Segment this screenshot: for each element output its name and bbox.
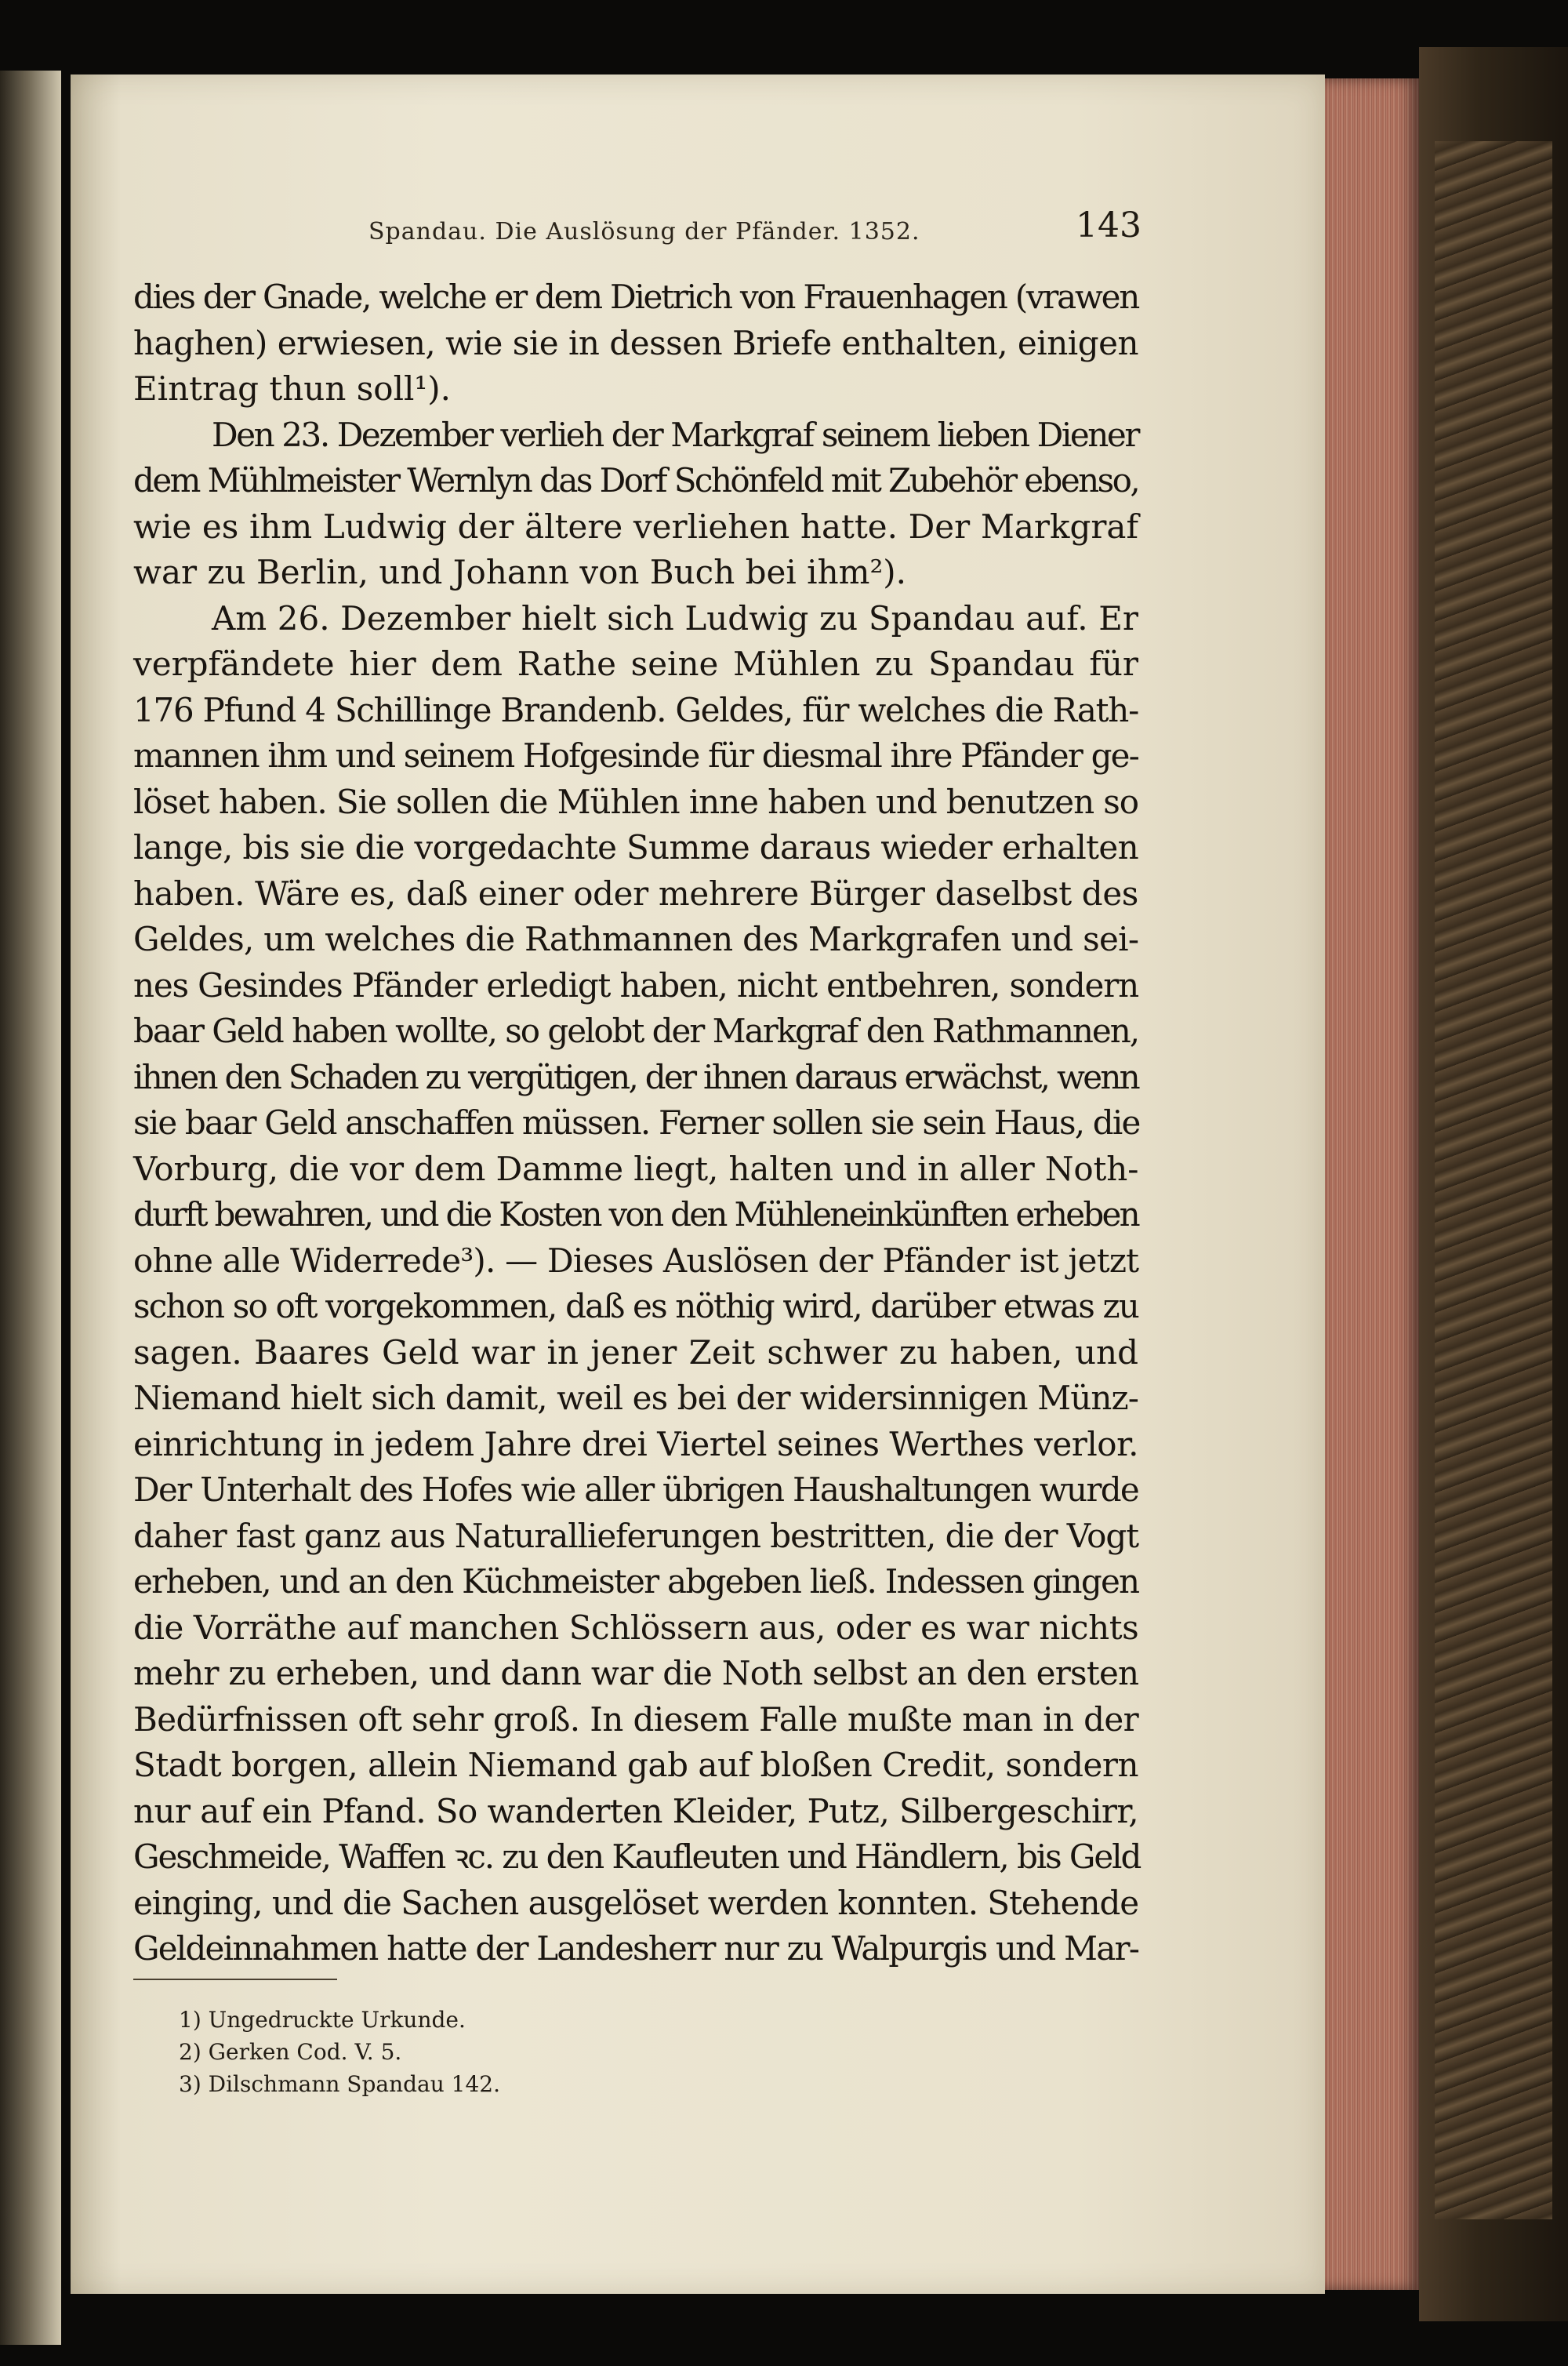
text-line: sie baar Geld anschaffen müssen. Ferner sollen sie sein Haus, die [133, 1103, 1140, 1142]
text-line: wie es ihm Ludwig der ältere verliehen hatte. Der Markgraf [133, 507, 1138, 546]
text-line: Eintrag thun soll¹). [133, 369, 452, 408]
text-line: haben. Wäre es, daß einer oder mehrere Bürger daselbst des [133, 874, 1138, 913]
text-line: war zu Berlin, und Johann von Buch bei ihm²). [133, 553, 907, 591]
text-line: dies der Gnade, welche er dem Dietrich von Frauenhagen (vrawen [133, 278, 1138, 316]
text-line: mannen ihm und seinem Hofgesinde für diesmal ihre Pfänder ge- [133, 736, 1138, 775]
text-line: Geschmeide, Waffen ꝛc. zu den Kaufleuten und Händlern, bis Geld [133, 1837, 1141, 1876]
text-line: erheben, und an den Küchmeister abgeben ließ. Indessen gingen [133, 1562, 1139, 1601]
text-line: sagen. Baares Geld war in jener Zeit schwer zu haben, und [133, 1332, 1138, 1372]
footnote: 3) Dilschmann Spandau 142. [179, 2071, 501, 2097]
text-line: nur auf ein Pfand. So wanderten Kleider, Putz, Silbergeschirr, [133, 1791, 1138, 1830]
page-number: 143 [1076, 205, 1142, 245]
text-line: verpfändete hier dem Rathe seine Mühlen zu Spandau für [133, 645, 1138, 683]
text-line: baar Geld haben wollte, so gelobt der Markgraf den Rathmannen, [133, 1012, 1138, 1050]
body-text [133, 274, 1141, 1972]
text-line: mehr zu erheben, und dann war die Noth selbst an den ersten [133, 1654, 1139, 1692]
footnote: 2) Gerken Cod. V. 5. [179, 2039, 402, 2065]
text-line: schon so oft vorgekommen, daß es nöthig wird, darüber etwas zu [133, 1287, 1138, 1325]
running-title: Spandau. Die Auslösung der Pfänder. 1352. [368, 218, 920, 245]
text-line: ihnen den Schaden zu vergütigen, der ihnen daraus erwächst, wenn [133, 1057, 1138, 1096]
text-line: Der Unterhalt des Hofes wie aller übrigen Haushaltungen wurde [133, 1470, 1138, 1509]
text-line: ohne alle Widerrede³). — Dieses Auslösen der Pfänder ist jetzt [133, 1241, 1139, 1280]
text-line: Stadt borgen, allein Niemand gab auf bloßen Credit, sondern [133, 1746, 1139, 1784]
text-line: lange, bis sie die vorgedachte Summe daraus wieder erhalten [133, 828, 1138, 867]
text-line: Niemand hielt sich damit, weil es bei der widersinnigen Münz- [133, 1379, 1138, 1417]
book-cover [1419, 47, 1568, 2321]
text-line: einging, und die Sachen ausgelöset werden konnten. Stehende [133, 1883, 1139, 1922]
text-line: Den 23. Dezember verlieh der Markgraf seinem lieben Diener [212, 415, 1138, 454]
text-line: löset haben. Sie sollen die Mühlen inne haben und benutzen so [133, 782, 1138, 821]
facing-page-edge [0, 71, 61, 2345]
text-line: durft bewahren, und die Kosten von den Mühleneinkünften erheben [133, 1195, 1138, 1234]
marbled-cover [1435, 141, 1552, 2219]
text-line: einrichtung in jedem Jahre drei Viertel seines Werthes verlor. [133, 1424, 1138, 1463]
text-line: Vorburg, die vor dem Damme liegt, halten und in aller Noth- [133, 1149, 1139, 1188]
text-line: nes Gesindes Pfänder erledigt haben, nicht entbehren, sondern [133, 965, 1138, 1005]
text-line: 176 Pfund 4 Schillinge Brandenb. Geldes, für welches die Rath- [133, 690, 1139, 729]
text-line: daher fast ganz aus Naturallieferungen bestritten, die der Vogt [133, 1516, 1139, 1555]
footnote: 1) Ungedruckte Urkunde. [179, 2007, 466, 2033]
text-line: die Vorräthe auf manchen Schlössern aus, oder es war nichts [133, 1608, 1139, 1647]
footnote-divider [133, 1979, 337, 1980]
text-line: Bedürfnissen oft sehr groß. In diesem Falle mußte man in der [133, 1699, 1139, 1739]
text-line: haghen) erwiesen, wie sie in dessen Briefe enthalten, einigen [133, 323, 1139, 362]
page-edges [1325, 78, 1419, 2290]
text-line: dem Mühlmeister Wernlyn das Dorf Schönfeld mit Zubehör ebenso, [133, 461, 1139, 500]
text-line: Geldeinnahmen hatte der Landesherr nur zu Walpurgis und Mar- [133, 1929, 1139, 1968]
footnotes [179, 2004, 500, 2100]
text-line: Am 26. Dezember hielt sich Ludwig zu Spandau auf. Er [212, 598, 1138, 638]
text-line: Geldes, um welches die Rathmannen des Markgrafen und sei- [133, 920, 1139, 958]
